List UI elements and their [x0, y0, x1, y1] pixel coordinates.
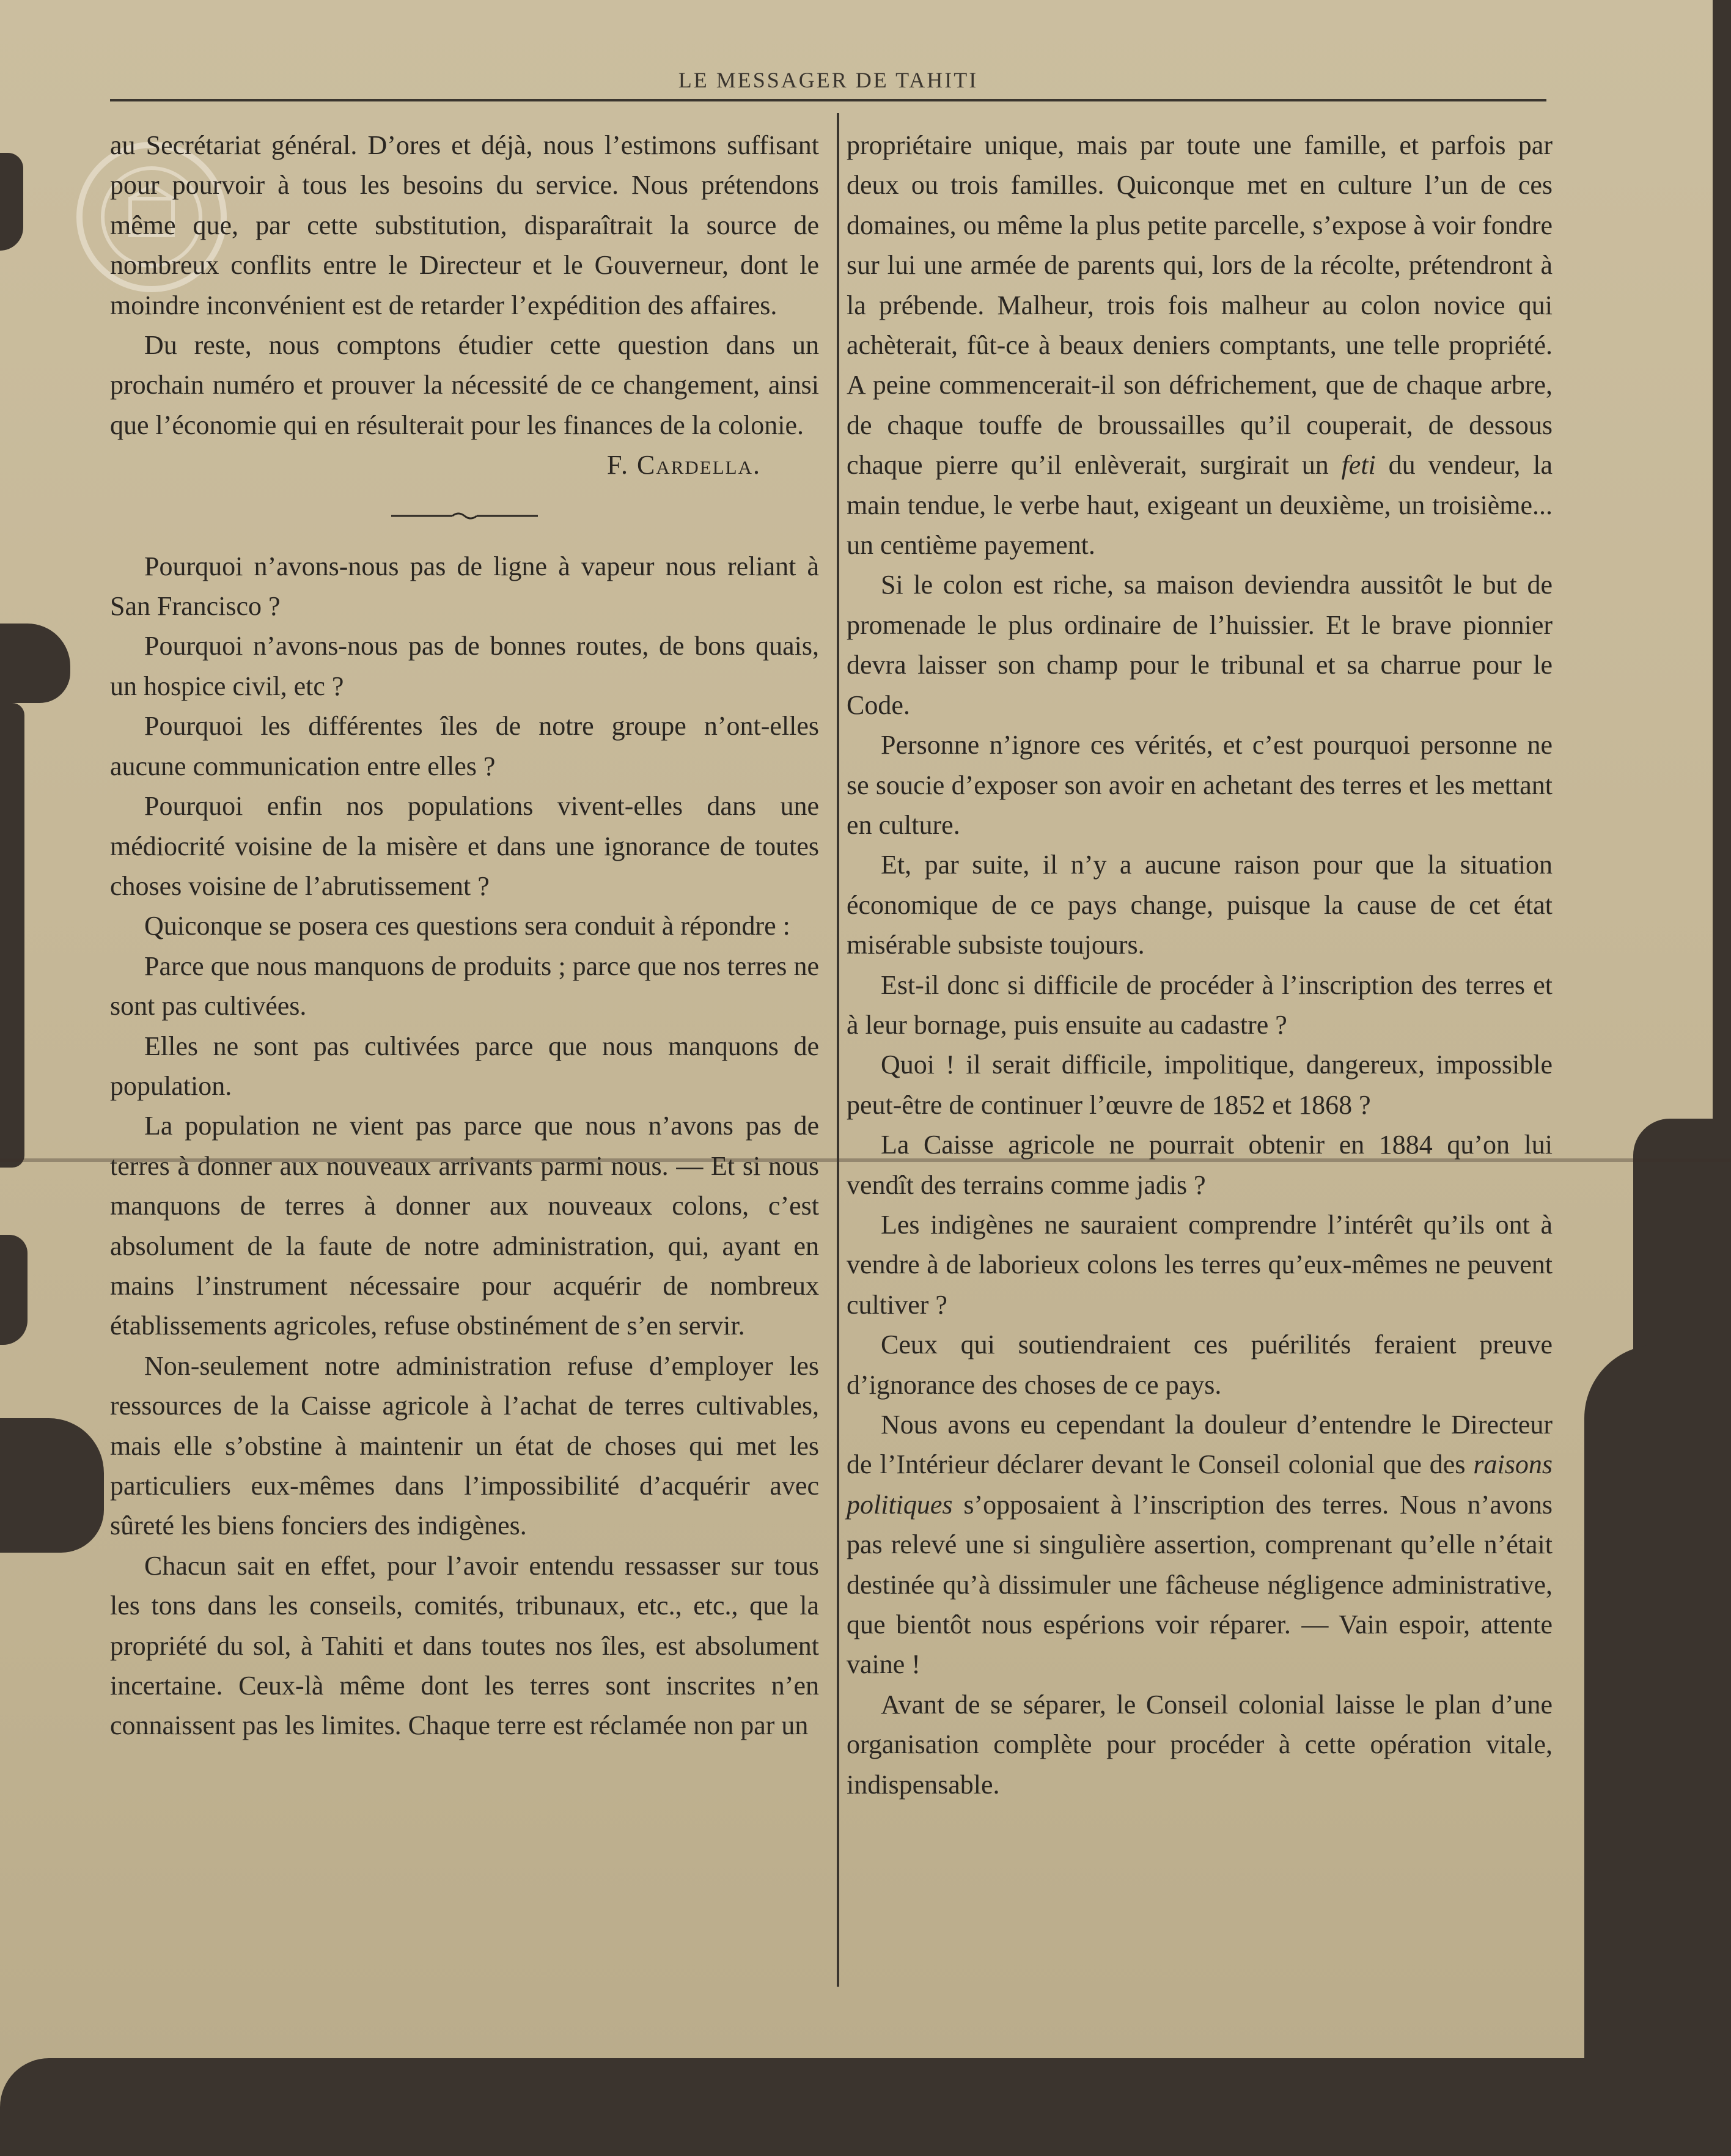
page-header: LE MESSAGER DE TAHITI [678, 68, 979, 92]
column-rule [837, 113, 839, 1987]
paragraph: Personne n’ignore ces vérités, et c’est pourquoi personne ne se soucie d’exposer son avoir en achetant des terres et les mettant en culture. [847, 730, 1553, 840]
paragraph: Est-il donc si difficile de procéder à l’inscription des terres et à leur bornage, puis ensuite au cadastre ? [847, 969, 1553, 1040]
page-tear [0, 153, 23, 251]
paragraph: Pourquoi les différentes îles de notre groupe n’ont-elles aucune communication entre elles ? [110, 711, 819, 781]
paragraph: Pourquoi enfin nos populations vivent-elles dans une médiocrité voisine de la misère et dans une ignorance de toutes choses voisine de l’abrutissement ? [110, 791, 819, 901]
page-tear [0, 703, 24, 1168]
right-column [847, 125, 1553, 1805]
header-rule [110, 99, 1546, 101]
paragraph: Non-seulement notre administration refuse d’employer les ressources de la Caisse agricole à l’achat de terres cultivables, mais elle s’obstine à maintenir un état de choses qui met les particuliers eux-mêmes dans l’impossibilité d’acquérir avec sûreté les biens fonciers des indigènes. [110, 1350, 819, 1541]
paragraph: La population ne vient pas parce que nous n’avons pas de terres à donner aux nouveaux arrivants parmi nous. — Et si nous manquons de terres à donner aux nouveaux colons, c’est absolument de la faute de notre administration, qui, ayant en mains l’instrument nécessaire pour acquérir de nombreux établissements agricoles, refuse obstinément de s’en servir. [110, 1111, 819, 1341]
paragraph: Quiconque se posera ces questions sera conduit à répondre : [144, 911, 790, 941]
page-tear [0, 624, 70, 703]
page-tear [0, 1235, 28, 1345]
divider-ornament-icon [110, 485, 819, 546]
paragraph: Elles ne sont pas cultivées parce que nous manquons de population. [110, 1031, 819, 1101]
page-tear-bottom [0, 2058, 1731, 2156]
paragraph: Ceux qui soutiendraient ces puérilités feraient preuve d’ignorance des choses de ce pays. [847, 1330, 1553, 1400]
paragraph-text: Nous avons eu cependant la douleur d’entendre le Directeur de l’Intérieur déclarer devant le Conseil colonial que des [847, 1410, 1553, 1480]
paragraph: au Secrétariat général. D’ores et déjà, nous l’estimons suffisant pour pourvoir à tous les besoins du service. Nous prétendons même que, par cette substitution, disparaîtrait la source de nombreux conflits entre le Directeur et le Gouverneur, dont le moindre inconvénient est de retarder l’expédition des affaires. [110, 130, 819, 320]
left-column [110, 125, 819, 1746]
paragraph-text: propriétaire unique, mais par toute une famille, et parfois par deux ou trois familles. Quiconque met en culture l’un de ces domaines, ou même la plus petite parcelle, s’expose à voir fondre sur lui une armée de parents qui, lors de la récolte, prétendront à la prébende. Malheur, trois fois malheur au colon novice qui achèterait, fût-ce à beaux deniers comptants, une telle propriété. A peine commencerait-il son défrichement, que de chaque arbre, de chaque touffe de broussailles qu’il couperait, de dessous chaque pierre qu’il enlèverait, surgirait un [847, 130, 1553, 480]
page-tear [0, 1418, 104, 1553]
paragraph-text: s’opposaient à l’inscription des terres. Nous n’avons pas relevé une si singulière assertion, comprenant qu’elle n’était destinée qu’à dissimuler une fâcheuse négligence administrative, que bientôt nous espérions voir réparer. — Vain espoir, attente vaine ! [847, 1489, 1553, 1680]
paragraph: Pourquoi n’avons-nous pas de ligne à vapeur nous reliant à San Francisco ? [110, 551, 819, 622]
italic-term: feti [1341, 450, 1376, 480]
paragraph: Avant de se séparer, le Conseil colonial laisse le plan d’une organisation complète pour procéder à cette opération vitale, indispensable. [847, 1689, 1553, 1800]
paragraph [847, 1405, 1553, 1685]
paragraph: Si le colon est riche, sa maison deviendra aussitôt le but de promenade le plus ordinaire de l’huissier. Et le brave pionnier devra laisser son champ pour le tribunal et sa charrue pour le Code. [847, 570, 1553, 720]
paragraph: Pourquoi n’avons-nous pas de bonnes routes, de bons quais, un hospice civil, etc ? [110, 631, 819, 701]
page-tear [1584, 1345, 1731, 2156]
paragraph [847, 125, 1553, 565]
paragraph: Les indigènes ne sauraient comprendre l’intérêt qu’ils ont à vendre à de laborieux colons les terres qu’eux-mêmes ne peuvent cultiver ? [847, 1209, 1553, 1320]
paragraph: La Caisse agricole ne pourrait obtenir en 1884 qu’on lui vendît des terrains comme jadis ? [847, 1130, 1553, 1200]
signature: F. Cardella. [607, 450, 761, 480]
paragraph: Quoi ! il serait difficile, impolitique, dangereux, impossible peut-être de continuer l’œuvre de 1852 et 1868 ? [847, 1050, 1553, 1120]
paragraph: Parce que nous manquons de produits ; parce que nos terres ne sont pas cultivées. [110, 951, 819, 1021]
page-edge-damage [1713, 0, 1731, 1119]
paragraph-text: du vendeur, la main tendue, le verbe haut, exigeant un deuxième, un troisième... un centième payement. [847, 450, 1553, 561]
paragraph: Chacun sait en effet, pour l’avoir entendu ressasser sur tous les tons dans les conseils, comités, tribunaux, etc., etc., que la propriété du sol, à Tahiti et dans toutes nos îles, est absolument incertaine. Ceux-là même dont les terres sont inscrites n’en connaissent pas les limites. Chaque terre est réclamée non par un [110, 1550, 819, 1741]
italic-term: raisons politiques [847, 1449, 1553, 1520]
paragraph: Du reste, nous comptons étudier cette question dans un prochain numéro et prouver la nécessité de ce changement, ainsi que l’économie qui en résulterait pour les finances de la colonie. [110, 330, 819, 440]
paragraph: Et, par suite, il n’y a aucune raison pour que la situation économique de ce pays change, puisque la cause de cet état misérable subsiste toujours. [847, 850, 1553, 960]
